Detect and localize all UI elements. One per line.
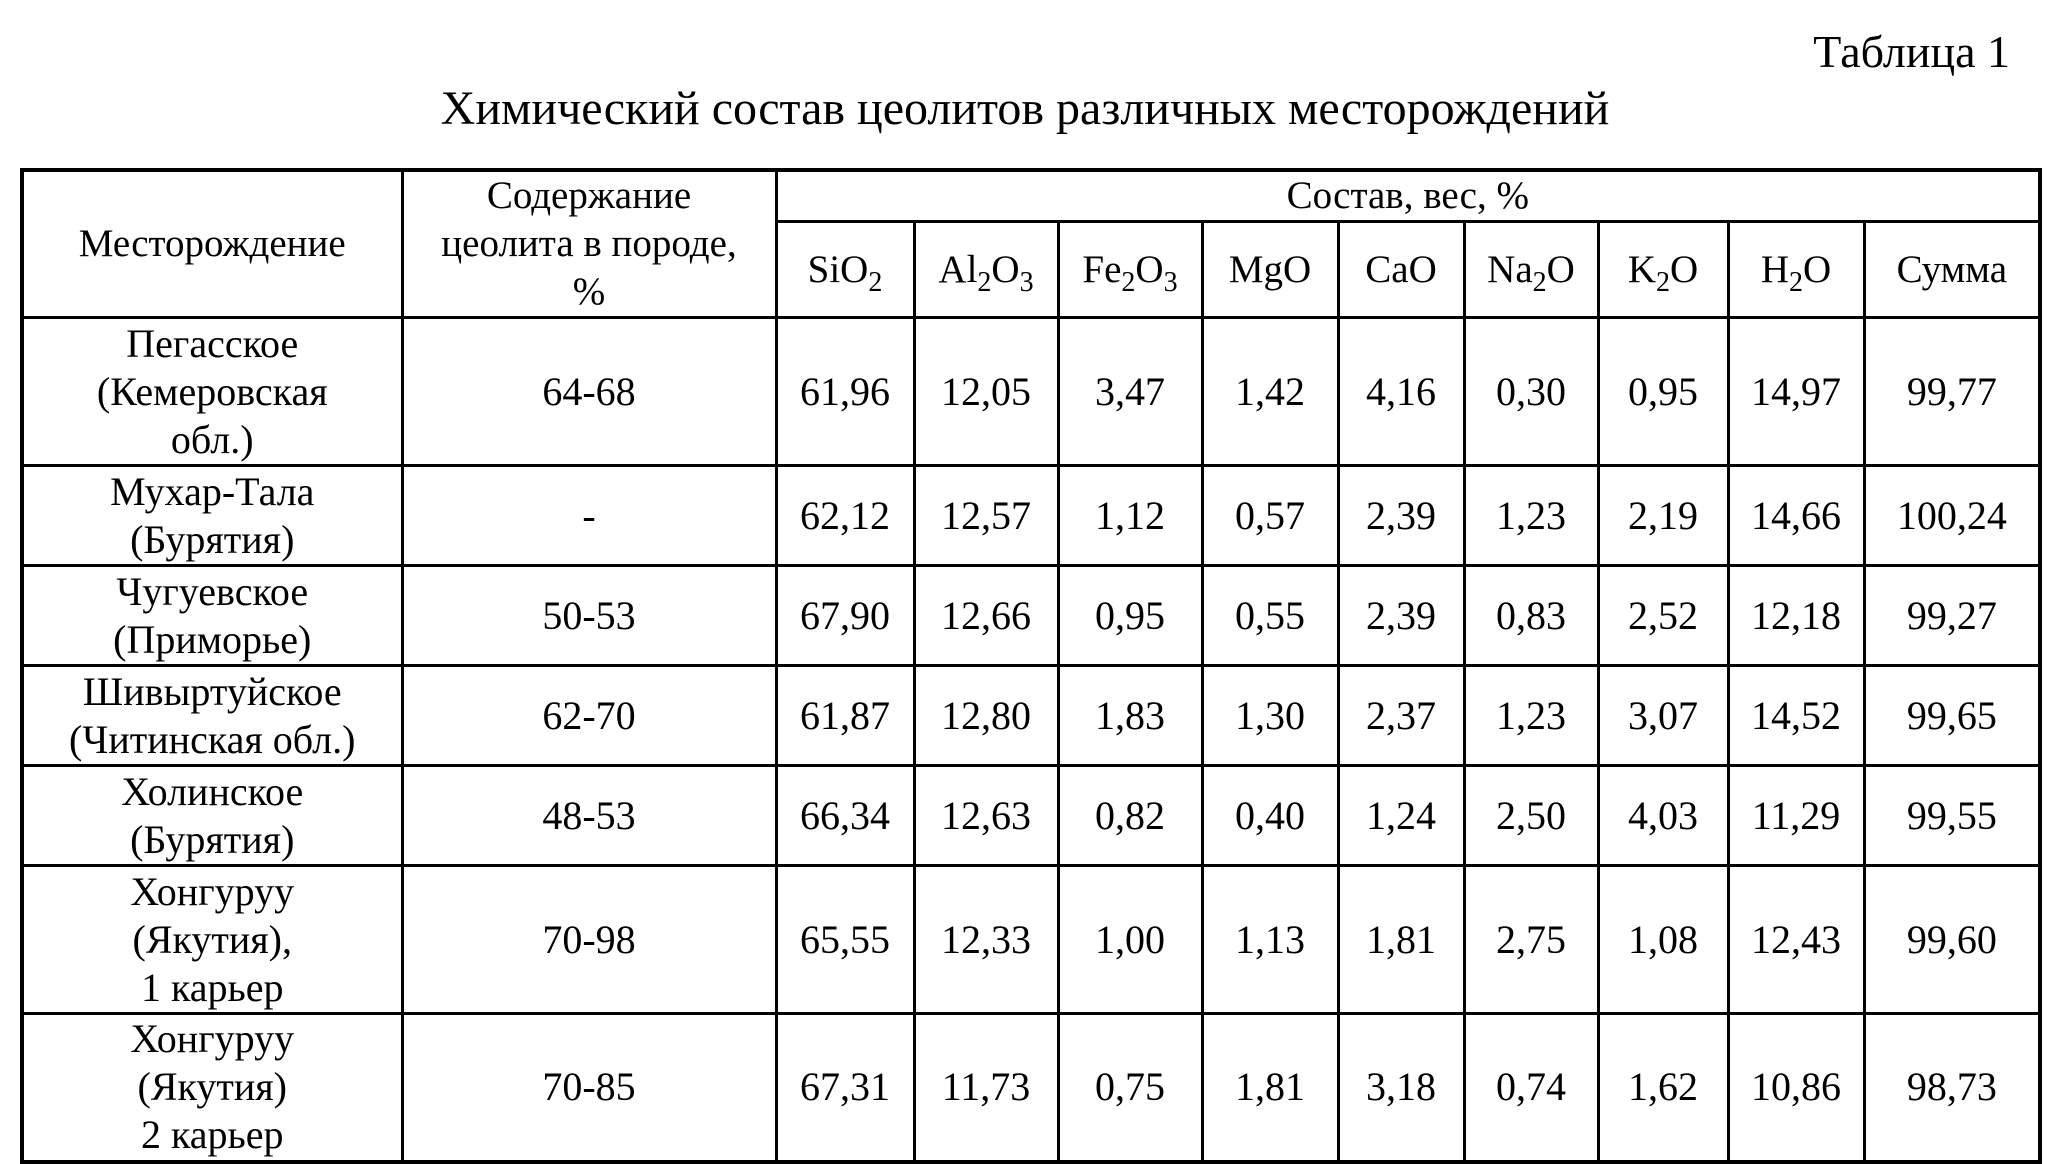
- value-cell: 66,34: [776, 766, 914, 866]
- value-cell: 67,31: [776, 1014, 914, 1162]
- value-cell: 0,40: [1202, 766, 1338, 866]
- value-cell: 61,96: [776, 318, 914, 466]
- zeolite-content-cell: 50-53: [402, 566, 776, 666]
- value-cell: 1,23: [1464, 466, 1598, 566]
- deposit-name-line: Чугуевское: [116, 568, 309, 614]
- value-cell: 2,50: [1464, 766, 1598, 866]
- formula-text: Fe: [1082, 247, 1122, 291]
- header-zeolite-line: %: [572, 270, 606, 313]
- formula-text: O: [1546, 247, 1575, 291]
- zeolite-content-cell: 64-68: [402, 318, 776, 466]
- formula-text: Na: [1487, 247, 1533, 291]
- table-row: [22, 1014, 2040, 1162]
- header-composition-group: Состав, вес, %: [776, 170, 2040, 222]
- formula-text: MgO: [1228, 247, 1312, 291]
- deposit-name-line: обл.): [170, 416, 254, 462]
- subscript: 2: [868, 266, 883, 298]
- value-cell: 12,05: [914, 318, 1058, 466]
- value-cell: 10,86: [1728, 1014, 1864, 1162]
- header-component: [1464, 222, 1598, 318]
- deposit-name-line: (Кемеровская: [96, 368, 328, 414]
- formula-text: K: [1627, 247, 1656, 291]
- value-cell: 11,29: [1728, 766, 1864, 866]
- value-cell: 3,07: [1598, 666, 1728, 766]
- value-cell: 0,74: [1464, 1014, 1598, 1162]
- subscript: 3: [1163, 266, 1178, 298]
- value-cell: 1,00: [1058, 866, 1202, 1014]
- value-cell: 14,97: [1728, 318, 1864, 466]
- header-zeolite-line: цеолита в породе,: [441, 222, 737, 265]
- value-cell: 0,75: [1058, 1014, 1202, 1162]
- deposit-name-line: Холинское: [121, 768, 304, 814]
- zeolite-content-cell: 62-70: [402, 666, 776, 766]
- value-cell: 1,81: [1202, 1014, 1338, 1162]
- deposit-name-line: (Якутия),: [132, 916, 292, 962]
- deposit-name-line: Шивыртуйское: [82, 668, 342, 714]
- value-cell: 99,55: [1864, 766, 2040, 866]
- value-cell: 67,90: [776, 566, 914, 666]
- value-cell: 1,12: [1058, 466, 1202, 566]
- header-component: [1728, 222, 1864, 318]
- header-row-1: [22, 170, 2040, 222]
- header-component: [776, 222, 914, 318]
- deposit-cell: [22, 866, 402, 1014]
- formula-text: O: [991, 247, 1020, 291]
- value-cell: 2,52: [1598, 566, 1728, 666]
- value-cell: 0,83: [1464, 566, 1598, 666]
- value-cell: 1,13: [1202, 866, 1338, 1014]
- formula-text: Si: [807, 247, 841, 291]
- value-cell: 1,08: [1598, 866, 1728, 1014]
- subscript: 2: [1532, 266, 1547, 298]
- table-row: [22, 466, 2040, 566]
- value-cell: 0,55: [1202, 566, 1338, 666]
- header-component: [914, 222, 1058, 318]
- table-row: [22, 666, 2040, 766]
- deposit-cell: [22, 318, 402, 466]
- header-component: [1598, 222, 1728, 318]
- value-cell: 2,19: [1598, 466, 1728, 566]
- deposit-name-line: (Якутия): [137, 1064, 287, 1110]
- table-row: [22, 766, 2040, 866]
- value-cell: 3,18: [1338, 1014, 1464, 1162]
- table-title: Химический состав цеолитов различных месторождений: [440, 82, 1610, 135]
- subscript: 2: [1121, 266, 1136, 298]
- value-cell: 1,24: [1338, 766, 1464, 866]
- table-body: [22, 318, 2040, 1162]
- value-cell: 2,39: [1338, 566, 1464, 666]
- value-cell: 2,75: [1464, 866, 1598, 1014]
- value-cell: 0,95: [1058, 566, 1202, 666]
- formula-text: Сумма: [1896, 247, 2008, 291]
- formula-text: O: [1135, 247, 1164, 291]
- value-cell: 12,18: [1728, 566, 1864, 666]
- value-cell: 0,30: [1464, 318, 1598, 466]
- value-cell: 99,27: [1864, 566, 2040, 666]
- deposit-name-line: Пегасское: [126, 320, 299, 366]
- table-row: [22, 866, 2040, 1014]
- value-cell: 12,80: [914, 666, 1058, 766]
- value-cell: 65,55: [776, 866, 914, 1014]
- formula-text: CaO: [1365, 247, 1437, 291]
- header-component: [1202, 222, 1338, 318]
- deposit-name-line: Мухар-Тала: [110, 468, 315, 514]
- value-cell: 1,30: [1202, 666, 1338, 766]
- subscript: 2: [1656, 266, 1670, 298]
- header-component: [1864, 222, 2040, 318]
- value-cell: 12,33: [914, 866, 1058, 1014]
- value-cell: 14,66: [1728, 466, 1864, 566]
- value-cell: 4,03: [1598, 766, 1728, 866]
- header-zeolite-line: Содержание: [486, 174, 692, 217]
- value-cell: 1,83: [1058, 666, 1202, 766]
- table-number-label: Таблица 1: [1813, 26, 2010, 77]
- value-cell: 4,16: [1338, 318, 1464, 466]
- zeolite-content-cell: 70-98: [402, 866, 776, 1014]
- value-cell: 0,57: [1202, 466, 1338, 566]
- formula-text: O: [1670, 247, 1699, 291]
- subscript: 2: [1789, 266, 1803, 298]
- header-zeolite-content: [402, 170, 776, 318]
- formula-text: H: [1760, 247, 1789, 291]
- header-component: [1058, 222, 1202, 318]
- subscript: 2: [977, 266, 992, 298]
- formula-text: O: [1803, 247, 1832, 291]
- zeolite-content-cell: 48-53: [402, 766, 776, 866]
- composition-table: [20, 168, 2042, 1164]
- value-cell: 12,43: [1728, 866, 1864, 1014]
- value-cell: 98,73: [1864, 1014, 2040, 1162]
- value-cell: 11,73: [914, 1014, 1058, 1162]
- table-row: [22, 318, 2040, 466]
- deposit-name-line: Хонгуруу: [130, 868, 295, 914]
- value-cell: 1,62: [1598, 1014, 1728, 1162]
- value-cell: 1,81: [1338, 866, 1464, 1014]
- value-cell: 12,66: [914, 566, 1058, 666]
- deposit-cell: [22, 566, 402, 666]
- value-cell: 0,82: [1058, 766, 1202, 866]
- header-component: [1338, 222, 1464, 318]
- deposit-name-line: 2 карьер: [140, 1112, 284, 1158]
- value-cell: 100,24: [1864, 466, 2040, 566]
- deposit-name-line: (Приморье): [113, 616, 312, 662]
- deposit-cell: [22, 1014, 402, 1162]
- deposit-cell: [22, 466, 402, 566]
- zeolite-content-cell: 70-85: [402, 1014, 776, 1162]
- value-cell: 0,95: [1598, 318, 1728, 466]
- table-row: [22, 566, 2040, 666]
- deposit-name-line: (Бурятия): [130, 816, 295, 862]
- value-cell: 1,23: [1464, 666, 1598, 766]
- deposit-cell: [22, 666, 402, 766]
- deposit-name-line: Хонгуруу: [130, 1016, 295, 1062]
- value-cell: 99,60: [1864, 866, 2040, 1014]
- value-cell: 2,39: [1338, 466, 1464, 566]
- value-cell: 2,37: [1338, 666, 1464, 766]
- value-cell: 99,77: [1864, 318, 2040, 466]
- formula-text: Al: [938, 247, 978, 291]
- value-cell: 3,47: [1058, 318, 1202, 466]
- value-cell: 12,63: [914, 766, 1058, 866]
- deposit-name-line: (Бурятия): [130, 516, 295, 562]
- formula-text: O: [840, 247, 869, 291]
- value-cell: 12,57: [914, 466, 1058, 566]
- header-deposit: Месторождение: [22, 170, 402, 318]
- deposit-name-line: 1 карьер: [140, 964, 284, 1010]
- value-cell: 62,12: [776, 466, 914, 566]
- value-cell: 1,42: [1202, 318, 1338, 466]
- deposit-name-line: (Читинская обл.): [69, 716, 356, 762]
- zeolite-content-cell: -: [402, 466, 776, 566]
- deposit-cell: [22, 766, 402, 866]
- value-cell: 99,65: [1864, 666, 2040, 766]
- value-cell: 61,87: [776, 666, 914, 766]
- subscript: 3: [1019, 266, 1034, 298]
- value-cell: 14,52: [1728, 666, 1864, 766]
